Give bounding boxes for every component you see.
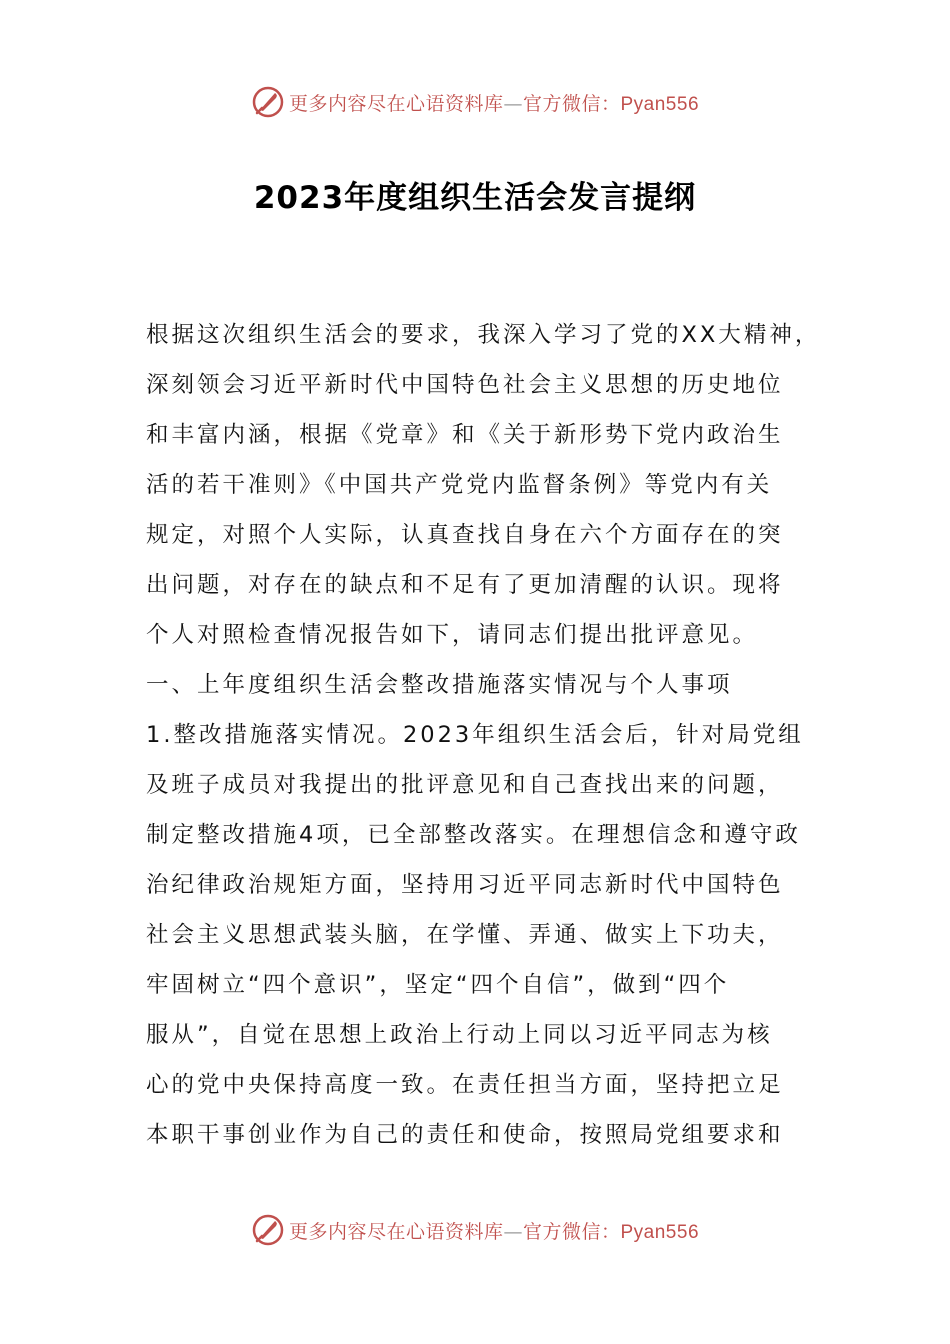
watermark-tail: 官方微信：	[522, 92, 621, 115]
document-title: 2023年度组织生活会发言提纲	[253, 180, 697, 216]
watermark-id: Pyan556	[620, 1221, 700, 1243]
body-line: 社会主义思想武装头脑，在学懂、弄通、做实上下功夫，	[146, 922, 784, 948]
watermark-tail: 官方微信：	[522, 1220, 621, 1243]
watermark-dash: —	[503, 1220, 523, 1243]
body-line: 及班子成员对我提出的批评意见和自己查找出来的问题，	[146, 772, 784, 798]
footer-watermark	[0, 1210, 950, 1250]
body-line: 出问题，对存在的缺点和不足有了更加清醒的认识。现将	[146, 572, 784, 598]
watermark-text	[289, 89, 699, 116]
body-line: 规定，对照个人实际，认真查找自身在六个方面存在的突	[146, 522, 784, 548]
body-line: 活的若干准则》《中国共产党党内监督条例》等党内有关	[146, 472, 773, 498]
watermark-id: Pyan556	[620, 93, 700, 115]
document-body	[146, 310, 821, 1160]
body-line: 根据这次组织生活会的要求，我深入学习了党的XX大精神，	[146, 322, 821, 348]
body-line: 1.整改措施落实情况。2023年组织生活会后，针对局党组	[146, 722, 804, 748]
watermark-main: 更多内容尽在心语资料库	[288, 1220, 504, 1243]
body-line: 深刻领会习近平新时代中国特色社会主义思想的历史地位	[146, 372, 784, 398]
body-line: 制定整改措施4项，已全部整改落实。在理想信念和遵守政	[146, 822, 801, 848]
watermark-text	[289, 1217, 699, 1244]
body-line: 本职干事创业作为自己的责任和使命，按照局党组要求和	[146, 1122, 784, 1148]
body-line: 治纪律政治规矩方面，坚持用习近平同志新时代中国特色	[146, 872, 784, 898]
body-line: 和丰富内涵，根据《党章》和《关于新形势下党内政治生	[146, 422, 784, 448]
body-line: 一、上年度组织生活会整改措施落实情况与个人事项	[146, 672, 733, 698]
watermark-dash: —	[503, 92, 523, 115]
body-line: 牢固树立“四个意识”，坚定“四个自信”，做到“四个	[146, 972, 730, 998]
quill-logo-icon	[251, 1213, 285, 1247]
body-line: 心的党中央保持高度一致。在责任担当方面，坚持把立足	[146, 1072, 784, 1098]
body-line: 服从”，自觉在思想上政治上行动上同以习近平同志为核	[146, 1022, 773, 1048]
header-watermark	[0, 82, 950, 122]
body-line: 个人对照检查情况报告如下，请同志们提出批评意见。	[146, 622, 759, 648]
quill-logo-icon	[251, 85, 285, 119]
watermark-main: 更多内容尽在心语资料库	[288, 92, 504, 115]
